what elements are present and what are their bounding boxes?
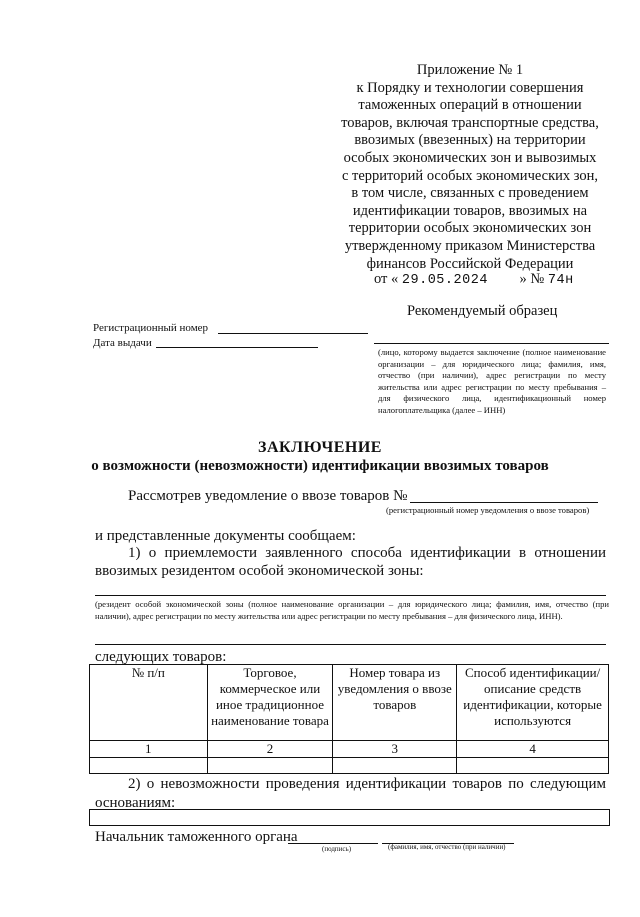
table-row xyxy=(90,758,609,774)
appendix-line: финансов Российской Федерации xyxy=(366,255,574,272)
item1-line2: ввозимых резидентом особой экономической зоны: xyxy=(95,563,424,579)
appendix-line: к Порядку и технологии совершения xyxy=(356,79,584,96)
notification-note: (регистрационный номер уведомления о ввозе товаров) xyxy=(386,505,590,515)
table-number-row xyxy=(90,741,609,758)
appendix-line: особых экономических зон и вывозимых xyxy=(343,149,597,166)
recipient-field[interactable] xyxy=(374,343,609,344)
signature-note: (подпись) xyxy=(322,845,352,853)
header-number: № п/п xyxy=(90,665,208,741)
order-date: 29.05.2024 xyxy=(401,273,488,288)
issue-date-label: Дата выдачи xyxy=(93,337,152,349)
recipient-note: (лицо, которому выдается заключение (полное наименование организации – для юридического лица; фамилия, имя, отчество (при наличии), адрес регистрации по месту жительства или адрес регистрации по месту пребывания – для физического лица, идентификационный номер налогоплательщика (далее – ИНН) xyxy=(378,347,606,415)
table-cell[interactable] xyxy=(457,758,609,774)
notification-number-field[interactable] xyxy=(410,502,598,503)
notification-text: Рассмотрев уведомление о ввозе товаров № xyxy=(128,488,408,504)
item1-line1: 1) о приемлемости заявленного способа идентификации в отношении xyxy=(128,545,606,561)
recommended-sample: Рекомендуемый образец xyxy=(407,303,558,319)
date-prefix: от « xyxy=(374,271,399,287)
appendix-line: ввозимых (ввезенных) на территории xyxy=(354,132,586,149)
table-cell[interactable] xyxy=(333,758,457,774)
table-cell[interactable] xyxy=(90,758,208,774)
following-goods: следующих товаров: xyxy=(95,649,227,665)
header-item-number: Номер товара из уведомления о ввозе товаров xyxy=(333,665,457,741)
appendix-block xyxy=(330,62,610,273)
reasons-field[interactable] xyxy=(89,809,610,826)
chief-label: Начальник таможенного органа xyxy=(95,829,298,845)
col-number-2: 2 xyxy=(207,741,333,758)
appendix-line: территории особых экономических зон xyxy=(348,220,592,237)
resident-field-extra[interactable] xyxy=(95,644,606,645)
item2-line1: 2) о невозможности проведения идентификации товаров по следующим xyxy=(128,776,606,792)
appendix-line: Приложение № 1 xyxy=(416,62,524,78)
resident-note: (резидент особой экономической зоны (полное наименование организации – для юридического лица; фамилия, имя, отчество (при наличии), адрес регистрации по месту жительства или адрес регистрации по месту пребывания – для физического лица, ИНН). xyxy=(95,599,609,621)
appendix-line: в том числе, связанных с проведением xyxy=(351,185,589,202)
issue-date-field[interactable] xyxy=(156,347,318,348)
resident-field[interactable] xyxy=(95,595,606,596)
appendix-line: утвержденному приказом Министерства xyxy=(344,237,596,254)
appendix-line: идентификации товаров, ввозимых на xyxy=(352,202,588,219)
signature-field[interactable] xyxy=(288,843,378,844)
order-date-line xyxy=(374,271,574,288)
header-trade-name: Торговое, коммерческое или иное традиционное наименование товара xyxy=(207,665,333,741)
col-number-3: 3 xyxy=(333,741,457,758)
header-identification-method: Способ идентификации/описание средств идентификации, которые используются xyxy=(457,665,609,741)
reg-number-field[interactable] xyxy=(218,333,368,334)
page-title: ЗАКЛЮЧЕНИЕ xyxy=(258,439,382,456)
appendix-line: товаров, включая транспортные средства, xyxy=(341,114,599,131)
order-number: 74н xyxy=(547,273,574,288)
col-number-1: 1 xyxy=(90,741,208,758)
documents-text: и представленные документы сообщаем: xyxy=(95,528,356,544)
appendix-line: с территорий особых экономических зон, xyxy=(341,167,599,184)
number-prefix: » № xyxy=(519,271,545,287)
page-subtitle: о возможности (невозможности) идентификации ввозимых товаров xyxy=(91,458,549,474)
item2-line2: основаниям: xyxy=(95,795,176,811)
table-header-row xyxy=(90,665,609,741)
col-number-4: 4 xyxy=(457,741,609,758)
appendix-line: таможенных операций в отношении xyxy=(358,97,582,114)
name-note: (фамилия, имя, отчество (при наличии) xyxy=(388,843,506,851)
reg-number-label: Регистрационный номер xyxy=(93,322,209,334)
table-cell[interactable] xyxy=(207,758,333,774)
goods-table xyxy=(89,664,609,774)
